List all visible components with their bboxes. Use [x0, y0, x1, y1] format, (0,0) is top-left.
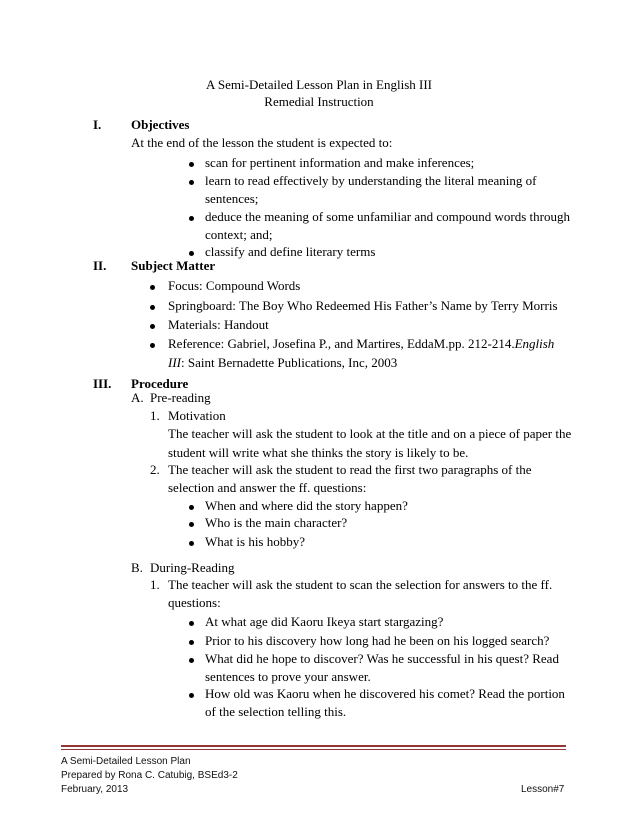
footer-line: Prepared by Rona C. Catubig, BSEd3-2 — [61, 770, 238, 781]
section-numeral: II. — [93, 258, 107, 273]
footer-rule — [61, 745, 566, 747]
list-item: Focus: Compound Words — [168, 278, 301, 293]
part-letter: B. — [131, 560, 143, 575]
list-item-continuation — [168, 353, 397, 372]
bullet-icon — [150, 285, 155, 290]
list-item-continuation: context; and; — [205, 227, 273, 242]
bullet-icon — [150, 324, 155, 329]
bullet-icon — [189, 180, 194, 185]
section-heading: Objectives — [131, 117, 190, 132]
list-item: Who is the main character? — [205, 515, 348, 530]
item-number: 1. — [150, 577, 160, 592]
list-item: What is his hobby? — [205, 534, 306, 549]
bullet-icon — [189, 541, 194, 546]
page-label: Lesson#7 — [521, 784, 565, 795]
list-item — [168, 334, 554, 353]
bullet-icon — [189, 693, 194, 698]
list-item: deduce the meaning of some unfamiliar and compound words through — [205, 209, 570, 224]
footer-line: A Semi-Detailed Lesson Plan — [61, 756, 191, 767]
section-numeral: I. — [93, 117, 102, 132]
list-item: Springboard: The Boy Who Redeemed His Father’s Name by Terry Morris — [168, 298, 558, 313]
bullet-icon — [150, 343, 155, 348]
bullet-icon — [150, 305, 155, 310]
list-item: learn to read effectively by understanding the literal meaning of — [205, 173, 537, 188]
list-item: How old was Kaoru when he discovered his comet? Read the portion — [205, 686, 565, 701]
page-title: A Semi-Detailed Lesson Plan in English III — [205, 77, 433, 92]
part-letter: A. — [131, 390, 144, 405]
section-heading: Procedure — [131, 376, 189, 391]
part-label: During-Reading — [150, 560, 235, 575]
section-numeral: III. — [93, 376, 112, 391]
item-number: 2. — [150, 462, 160, 477]
bullet-icon — [189, 658, 194, 663]
section-heading: Subject Matter — [131, 258, 216, 273]
reference-title-part2: III — [168, 355, 181, 370]
list-item-continuation: sentences; — [205, 191, 259, 206]
part-label: Pre-reading — [150, 390, 211, 405]
reference-title-part1: English — [514, 336, 555, 351]
list-item: scan for pertinent information and make inferences; — [205, 155, 475, 170]
item-number: 1. — [150, 408, 160, 423]
item-text: The teacher will ask the student to look at the title and on a piece of paper the — [168, 426, 572, 441]
item-text: questions: — [168, 595, 221, 610]
list-item-continuation: sentences to prove your answer. — [205, 669, 371, 684]
page-subtitle: Remedial Instruction — [264, 94, 374, 109]
reference-publisher: : Saint Bernadette Publications, Inc, 2003 — [181, 355, 398, 370]
footer-date: February, 2013 — [61, 784, 129, 795]
list-item: When and where did the story happen? — [205, 498, 408, 513]
list-item: classify and define literary terms — [205, 244, 376, 259]
bullet-icon — [189, 162, 194, 167]
reference-text: Reference: Gabriel, Josefina P., and Martires, EddaM.pp. 212-214. — [168, 336, 515, 351]
item-text: The teacher will ask the student to scan the selection for answers to the ff. — [168, 577, 553, 592]
bullet-icon — [189, 251, 194, 256]
bullet-icon — [189, 640, 194, 645]
objectives-intro: At the end of the lesson the student is expected to: — [131, 135, 393, 150]
list-item: At what age did Kaoru Ikeya start stargazing? — [205, 614, 444, 629]
list-item: What did he hope to discover? Was he successful in his quest? Read — [205, 651, 559, 666]
bullet-icon — [189, 216, 194, 221]
list-item: Materials: Handout — [168, 317, 269, 332]
item-text: The teacher will ask the student to read the first two paragraphs of the — [168, 462, 532, 477]
bullet-icon — [189, 621, 194, 626]
list-item-continuation: of the selection telling this. — [205, 704, 347, 719]
bullet-icon — [189, 522, 194, 527]
item-text: student will write what she thinks the story is likely to be. — [168, 445, 469, 460]
footer-rule-thin — [61, 749, 566, 750]
list-item: Prior to his discovery how long had he been on his logged search? — [205, 633, 550, 648]
item-text: selection and answer the ff. questions: — [168, 480, 367, 495]
item-label: Motivation — [168, 408, 226, 423]
bullet-icon — [189, 505, 194, 510]
